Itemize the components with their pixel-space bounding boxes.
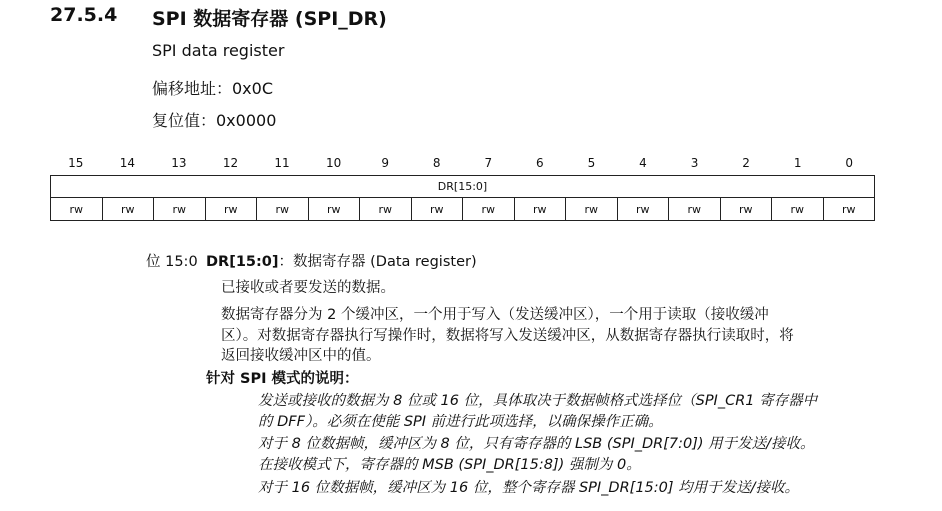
access-cell: rw (823, 198, 875, 221)
access-cell: rw (205, 198, 257, 221)
bit-number-row (50, 156, 875, 170)
access-cell: rw (257, 198, 309, 221)
description-line: 返回接收缓冲区中的值。 (221, 348, 381, 364)
bit-number: 7 (484, 156, 493, 170)
access-cell: rw (463, 198, 515, 221)
section-number: 27.5.4 (50, 4, 118, 26)
access-cell: rw (617, 198, 669, 221)
bit-number: 8 (432, 156, 441, 170)
bit-position: 位 15:0 (146, 254, 198, 270)
access-cell: rw (51, 198, 103, 221)
description-line: 区）。对数据寄存器执行写操作时，数据将写入发送缓冲区，从数据寄存器执行读取时，将 (221, 328, 794, 344)
access-cell: rw (566, 198, 618, 221)
section-title: SPI 数据寄存器 (SPI_DR) (152, 8, 387, 30)
bit-number: 13 (171, 156, 187, 170)
bit-number: 11 (274, 156, 290, 170)
note-line: 对于 16 位数据帧，缓冲区为 16 位，整个寄存器 SPI_DR[15:0] 均用于发送/接收。 (258, 480, 800, 496)
bit-number: 9 (381, 156, 389, 170)
note-heading: 针对 SPI 模式的说明： (206, 371, 359, 387)
bit-number: 12 (222, 156, 239, 170)
offset-address: 偏移地址：0x0C (152, 79, 274, 98)
note-line: 在接收模式下，寄存器的 MSB (SPI_DR[15:8]) 强制为 0。 (258, 457, 641, 473)
field-name-bold: DR[15:0] (206, 254, 279, 270)
bit-number: 14 (119, 156, 135, 170)
reset-value: 复位值：0x0000 (152, 111, 277, 130)
description-line: 已接收或者要发送的数据。 (221, 280, 395, 296)
access-cell: rw (102, 198, 154, 221)
bit-number: 5 (587, 156, 596, 170)
bit-number: 2 (742, 156, 750, 170)
bit-number: 4 (639, 156, 647, 170)
access-cell: rw (154, 198, 206, 221)
bit-number: 6 (536, 156, 544, 170)
field-row (51, 176, 875, 198)
field-name-cell: DR[15:0] (51, 176, 875, 198)
access-row (51, 198, 875, 221)
access-cell: rw (772, 198, 824, 221)
bit-number: 1 (793, 156, 802, 170)
bit-number: 15 (68, 156, 84, 170)
bit-number: 0 (845, 156, 854, 170)
bit-number: 3 (690, 156, 699, 170)
description-line: 数据寄存器分为 2 个缓冲区，一个用于写入（发送缓冲区），一个用于读取（接收缓冲 (221, 307, 769, 323)
access-cell: rw (720, 198, 772, 221)
note-line: 的 DFF）。必须在使能 SPI 前进行此项选择，以确保操作正确。 (258, 414, 663, 430)
note-line: 对于 8 位数据帧，缓冲区为 8 位，只有寄存器的 LSB (SPI_DR[7:0]) 用于发送/接收。 (258, 436, 815, 452)
field-description-title (206, 252, 477, 273)
access-cell: rw (514, 198, 566, 221)
access-cell: rw (411, 198, 463, 221)
access-cell: rw (308, 198, 360, 221)
field-name-rest: ：数据寄存器 (Data register) (278, 254, 477, 270)
register-bit-table (50, 175, 875, 221)
register-subtitle: SPI data register (152, 41, 285, 60)
bit-number: 10 (325, 156, 342, 170)
note-line: 发送或接收的数据为 8 位或 16 位，具体取决于数据帧格式选择位（SPI_CR1 寄存器中 (258, 393, 818, 409)
access-cell: rw (669, 198, 721, 221)
access-cell: rw (360, 198, 412, 221)
